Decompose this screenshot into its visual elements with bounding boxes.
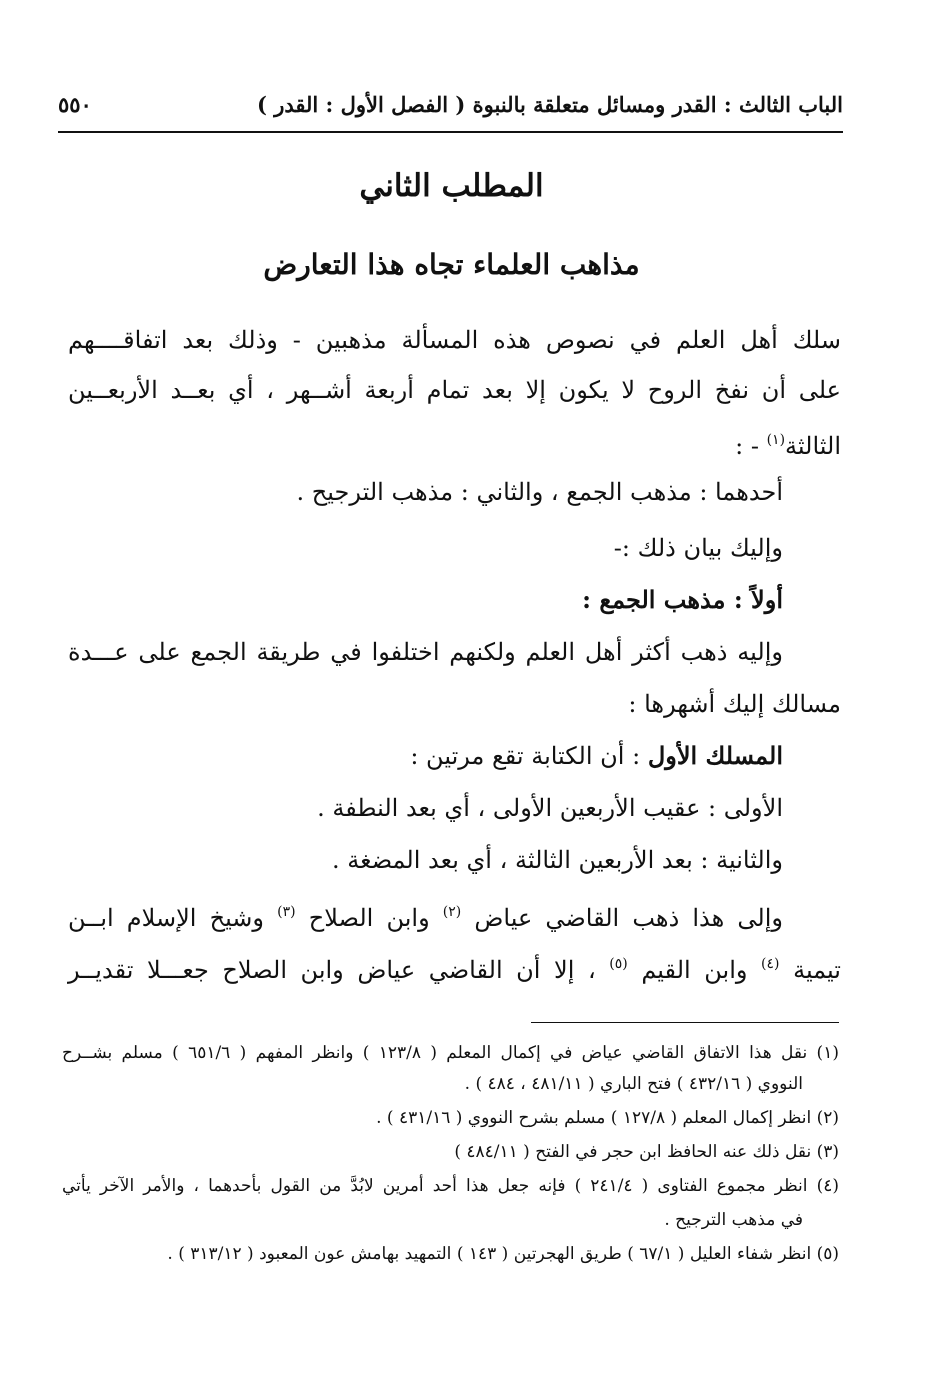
footnote-ref-5: (٥) [609, 956, 628, 972]
footnote-ref-3: (٣) [277, 904, 296, 920]
page-number: ٥٥٠ [58, 92, 92, 117]
footnote-1-line-2: النووي ( ٤٣٢/١٦ ) فتح الباري ( ٤٨١/١١ ، ٤٨٤ ) . [464, 1074, 803, 1094]
body-line-3-text: الثالثة [785, 432, 841, 460]
body-line-11-a: وإلى هذا ذهب القاضي عياض [461, 904, 783, 932]
body-line-7: مسالك إليك أشهرها : [628, 690, 841, 718]
footnote-2: (٢) انظر إكمال المعلم ( ١٢٧/٨ ) مسلم بشرح النووي ( ٤٣١/١٦ ) . [376, 1108, 839, 1128]
section-title: المطلب الثاني [359, 168, 544, 204]
footnote-ref-1: (١) [766, 432, 786, 448]
body-line-12-b: وابن القيم [627, 956, 762, 984]
body-line-1: سلك أهل العلم في نصوص هذه المسألة مذهبين - وذلك بعد اتفاقــــهم [68, 326, 841, 354]
body-line-12-a: تيمية [779, 956, 841, 984]
section-subtitle: مذاهب العلماء تجاه هذا التعارض [263, 248, 640, 281]
body-line-11-b: وابن الصلاح [295, 904, 443, 932]
footnote-1-line-1: (١) نقل هذا الاتفاق القاضي عياض في إكمال المعلم ( ١٢٣/٨ ) وانظر المفهم ( ٦٥١/٦ ) مسلم بشــرح [62, 1043, 839, 1063]
method-text: : أن الكتابة تقع مرتين : [410, 742, 648, 770]
body-line-12-c: ، إلا أن القاضي عياض وابن الصلاح جعـــلا تقديــر [68, 956, 610, 984]
body-line-3 [735, 420, 841, 466]
body-line-11-c: وشيخ الإسلام ابــن [68, 904, 278, 932]
footnote-4-line-2: في مذهب الترجيح . [664, 1210, 803, 1230]
body-line-6: وإليه ذهب أكثر أهل العلم ولكنهم اختلفوا في طريقة الجمع على عـــدة [68, 638, 783, 666]
method-label: المسلك الأول [647, 741, 783, 770]
footnote-4-line-1: (٤) انظر مجموع الفتاوى ( ٢٤١/٤ ) فإنه جعل هذا أحد أمرين لابُدَّ من القول بأحدهما ، والأمر الآخر يأتي [62, 1176, 839, 1196]
body-line-2: على أن نفخ الروح لا يكون إلا بعد تمام أربعة أشــهر ، أي بعــد الأربعــين [68, 376, 841, 404]
subheading-first-method: أولاً : مذهب الجمع : [582, 585, 783, 614]
body-line-4: أحدهما : مذهب الجمع ، والثاني : مذهب الترجيح . [296, 478, 783, 506]
footnote-ref-4: (٤) [761, 956, 780, 972]
body-line-11 [68, 892, 783, 938]
footnote-5: (٥) انظر شفاء العليل ( ٦٧/١ ) طريق الهجرتين ( ١٤٣ ) التمهيد بهامش عون المعبود ( ٣١٣/١٢ ) . [167, 1244, 839, 1264]
body-line-12 [68, 944, 841, 990]
running-header [58, 92, 843, 117]
header-rule [58, 131, 843, 133]
footnote-ref-2: (٢) [442, 904, 462, 920]
body-line-3-tail: - : [735, 432, 767, 460]
body-line-5: وإليك بيان ذلك :- [613, 534, 783, 562]
body-line-9: الأولى : عقيب الأربعين الأولى ، أي بعد النطفة . [317, 794, 783, 822]
footnote-3: (٣) نقل ذلك عنه الحافظ ابن حجر في الفتح ( ٤٨٤/١١ ) [454, 1142, 839, 1162]
running-title: الباب الثالث : القدر ومسائل متعلقة بالنبوة ( الفصل الأول : القدر ) [256, 92, 843, 117]
body-line-10: والثانية : بعد الأربعين الثالثة ، أي بعد المضغة . [332, 846, 783, 874]
footnote-rule [531, 1022, 839, 1023]
body-line-8 [410, 736, 783, 776]
